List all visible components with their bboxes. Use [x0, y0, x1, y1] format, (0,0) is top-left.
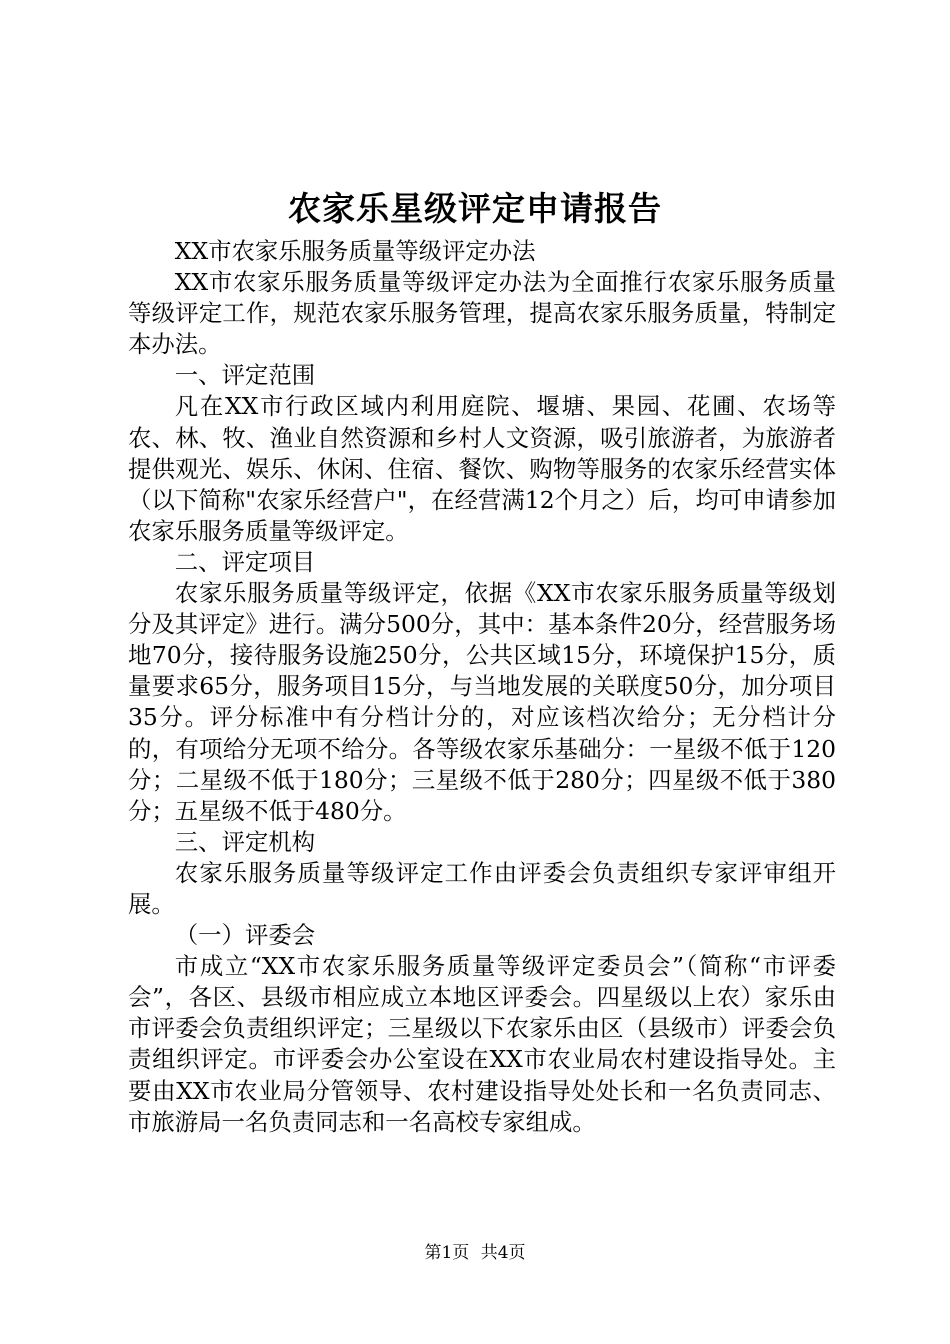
paragraph-heading-method: XX市农家乐服务质量等级评定办法	[174, 237, 536, 265]
section-heading-items: 二、评定项目	[174, 547, 316, 576]
paragraph-intro: XX市农家乐服务质量等级评定办法为全面推行农家乐服务质量等级评定工作，规范农家乐服务管理，提高农家乐服务质量，特制定本办法。	[128, 268, 836, 359]
section-heading-organization: 三、评定机构	[174, 827, 316, 856]
subsection-heading-committee: （一）评委会	[174, 921, 316, 950]
document-title: 农家乐星级评定申请报告	[288, 189, 662, 228]
paragraph-committee: 市成立“XX市农家乐服务质量等级评定委员会”（简称“市评委会”，各区、县级市相应成立本地区评委会。四星级以上农）家乐由市评委会负责组织评定；三星级以下农家乐由区（县级市）评委会负责组织评定。市评委会办公室设在XX市农业局农村建设指导处。主要由XX市农业局分管领导、农村建设指导处处长和一名负责同志、市旅游局一名负责同志和一名高校专家组成。	[128, 952, 836, 1136]
paragraph-scope: 凡在XX市行政区域内利用庭院、堰塘、果园、花圃、农场等农、林、牧、渔业自然资源和乡村人文资源，吸引旅游者，为旅游者提供观光、娱乐、休闲、住宿、餐饮、购物等服务的农家乐经营实体（以下简称"农家乐经营户"，在经营满12个月之）后，均可申请参加农家乐服务质量等级评定。	[128, 392, 836, 545]
page-total: 共4页	[480, 1243, 526, 1263]
page-number: 第1页	[424, 1243, 470, 1263]
document-body	[128, 236, 836, 1138]
section-heading-scope: 一、评定范围	[174, 361, 316, 390]
paragraph-items: 农家乐服务质量等级评定，依据《XX市农家乐服务质量等级划分及其评定》进行。满分500分，其中：基本条件20分，经营服务场地70分，接待服务设施250分，公共区域15分，环境保护15分，质量要求65分，服务项目15分，与当地发展的关联度50分，加分项目35分。评分标准中有分档计分的，对应该档次给分；无分档计分的，有项给分无项不给分。各等级农家乐基础分：一星级不低于120分；二星级不低于180分；三星级不低于280分；四星级不低于380分；五星级不低于480分。	[128, 579, 836, 825]
page-footer	[0, 1241, 950, 1265]
paragraph-organization: 农家乐服务质量等级评定工作由评委会负责组织专家评审组开展。	[128, 858, 836, 918]
